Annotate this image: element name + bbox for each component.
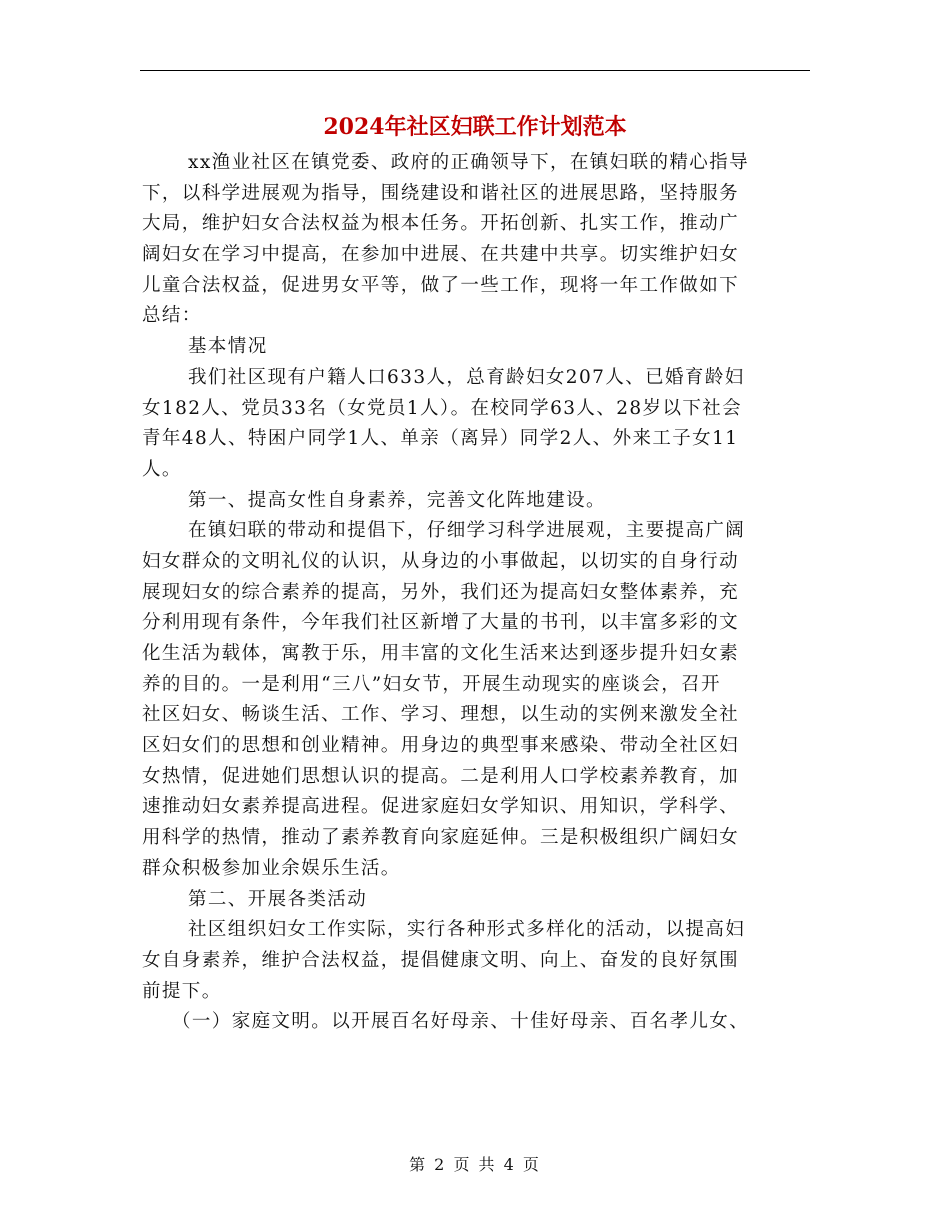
paragraph-line: 分利用现有条件，今年我们社区新增了大量的书刊，以丰富多彩的文 bbox=[142, 612, 740, 634]
page-number: 第 2 页 共 4 页 bbox=[409, 1155, 541, 1174]
paragraph-line: 下，以科学进展观为指导，围绕建设和谐社区的进展思路，坚持服务 bbox=[142, 182, 740, 204]
paragraph-line: 我们社区现有户籍人口633人，总育龄妇女207人、已婚育龄妇 bbox=[188, 366, 745, 388]
paragraph-line: 社区组织妇女工作实际，实行各种形式多样化的活动，以提高妇 bbox=[188, 919, 746, 941]
paragraph-line: 女182人、党员33名（女党员1人）。在校同学63人、28岁以下社会 bbox=[142, 397, 743, 419]
paragraph-line: （一）家庭文明。以开展百名好母亲、十佳好母亲、百名孝儿女、 bbox=[172, 1011, 750, 1033]
paragraph-line: 女热情，促进她们思想认识的提高。二是利用人口学校素养教育，加 bbox=[142, 765, 740, 787]
paragraph-line: 前提下。 bbox=[142, 980, 222, 1002]
paragraph-line: 展现妇女的综合素养的提高，另外，我们还为提高妇女整体素养，充 bbox=[142, 581, 740, 603]
document-title: 2024年社区妇联工作计划范本 bbox=[323, 114, 627, 140]
paragraph-line: 青年48人、特困户同学1人、单亲（离异）同学2人、外来工子女11 bbox=[142, 428, 739, 450]
paragraph-line: 人。 bbox=[142, 458, 182, 480]
paragraph-line: xx渔业社区在镇党委、政府的正确领导下，在镇妇联的精心指导 bbox=[188, 152, 749, 173]
paragraph-line: 群众积极参加业余娱乐生活。 bbox=[142, 857, 401, 879]
paragraph-line: 阔妇女在学习中提高，在参加中进展、在共建中共享。切实维护妇女 bbox=[142, 244, 740, 266]
paragraph-line: 用科学的热情，推动了素养教育向家庭延伸。三是积极组织广阔妇女 bbox=[142, 827, 740, 849]
paragraph-line: 养的目的。一是利用“三八”妇女节，开展生动现实的座谈会，召开 bbox=[142, 673, 721, 695]
paragraph-line: 大局，维护妇女合法权益为根本任务。开拓创新、扎实工作，推动广 bbox=[142, 213, 740, 235]
section-heading: 第一、提高女性自身素养，完善文化阵地建设。 bbox=[188, 489, 606, 511]
header-rule bbox=[140, 70, 810, 71]
paragraph-line: 儿童合法权益，促进男女平等，做了一些工作，现将一年工作做如下 bbox=[142, 274, 740, 296]
section-heading: 基本情况 bbox=[188, 336, 268, 358]
document-body bbox=[142, 148, 812, 1038]
paragraph-line: 妇女群众的文明礼仪的认识，从身边的小事做起，以切实的自身行动 bbox=[142, 550, 740, 572]
paragraph-line: 社区妇女、畅谈生活、工作、学习、理想，以生动的实例来激发全社 bbox=[142, 704, 740, 726]
paragraph-line: 在镇妇联的带动和提倡下，仔细学习科学进展观，主要提高广阔 bbox=[188, 520, 746, 542]
section-heading: 第二、开展各类活动 bbox=[188, 888, 368, 910]
paragraph-line: 女自身素养，维护合法权益，提倡健康文明、向上、奋发的良好氛围 bbox=[142, 949, 740, 971]
paragraph-line: 化生活为载体，寓教于乐，用丰富的文化生活来达到逐步提升妇女素 bbox=[142, 643, 740, 664]
paragraph-line: 总结： bbox=[142, 305, 202, 327]
paragraph-line: 区妇女们的思想和创业精神。用身边的典型事来感染、带动全社区妇 bbox=[142, 735, 740, 757]
paragraph-line: 速推动妇女素养提高进程。促进家庭妇女学知识、用知识，学科学、 bbox=[142, 796, 740, 818]
